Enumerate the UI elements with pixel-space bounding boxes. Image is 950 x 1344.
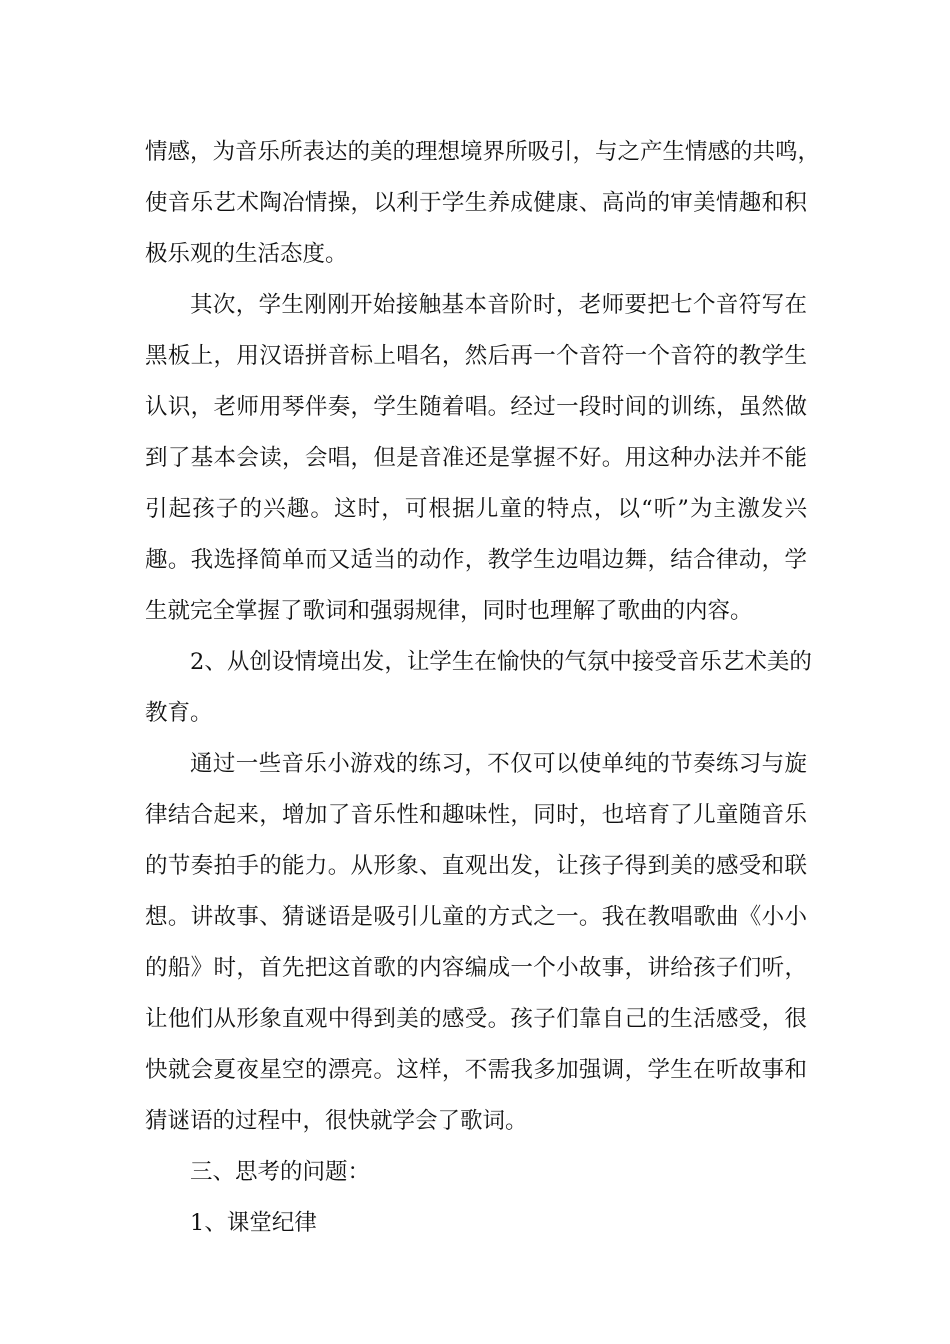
text-line: 1、课堂纪律 <box>190 1210 317 1236</box>
text-line: 律结合起来，增加了音乐性和趣味性，同时，也培育了儿童随音乐 <box>145 802 807 828</box>
section-heading-3 <box>145 1147 807 1198</box>
paragraph-section-2-heading <box>145 637 812 739</box>
text-line: 的节奏拍手的能力。从形象、直观出发，让孩子得到美的感受和联 <box>145 853 807 879</box>
text-line: 使音乐艺术陶冶情操，以利于学生养成健康、高尚的审美情趣和积 <box>145 190 807 216</box>
text-line: 2、从创设情境出发，让学生在愉快的气氛中接受音乐艺术美的 <box>190 649 812 675</box>
text-line: 趣。我选择简单而又适当的动作，教学生边唱边舞，结合律动，学 <box>145 547 807 573</box>
paragraph-games <box>145 739 807 1147</box>
text-line: 通过一些音乐小游戏的练习，不仅可以使单纯的节奏练习与旋 <box>190 751 807 777</box>
text-line: 引起孩子的兴趣。这时，可根据儿童的特点，以“听”为主激发兴 <box>145 496 807 522</box>
text-line: 想。讲故事、猜谜语是吸引儿童的方式之一。我在教唱歌曲《小小 <box>145 904 807 930</box>
text-line: 生就完全掌握了歌词和强弱规律，同时也理解了歌曲的内容。 <box>145 598 753 624</box>
text-line: 认识，老师用琴伴奏，学生随着唱。经过一段时间的训练，虽然做 <box>145 394 807 420</box>
paragraph-scales <box>145 280 807 637</box>
subheading-classroom-discipline <box>145 1198 807 1249</box>
text-line: 教育。 <box>145 700 213 726</box>
text-line: 极乐观的生活态度。 <box>145 241 348 267</box>
paragraph-continued <box>145 127 821 280</box>
text-line: 让他们从形象直观中得到美的感受。孩子们靠自己的生活感受，很 <box>145 1006 807 1032</box>
text-line: 快就会夏夜星空的漂亮。这样，不需我多加强调，学生在听故事和 <box>145 1057 807 1083</box>
document-body <box>145 127 821 1249</box>
text-line: 三、思考的问题： <box>190 1159 371 1185</box>
text-line: 的船》时，首先把这首歌的内容编成一个小故事，讲给孩子们听， <box>145 955 807 981</box>
text-line: 情感，为音乐所表达的美的理想境界所吸引，与之产生情感的共鸣， <box>145 139 821 165</box>
text-line: 其次，学生刚刚开始接触基本音阶时，老师要把七个音符写在 <box>190 292 807 318</box>
text-line: 猜谜语的过程中，很快就学会了歌词。 <box>145 1108 528 1134</box>
text-line: 到了基本会读，会唱，但是音准还是掌握不好。用这种办法并不能 <box>145 445 807 471</box>
text-line: 黑板上，用汉语拼音标上唱名，然后再一个音符一个音符的教学生 <box>145 343 807 369</box>
